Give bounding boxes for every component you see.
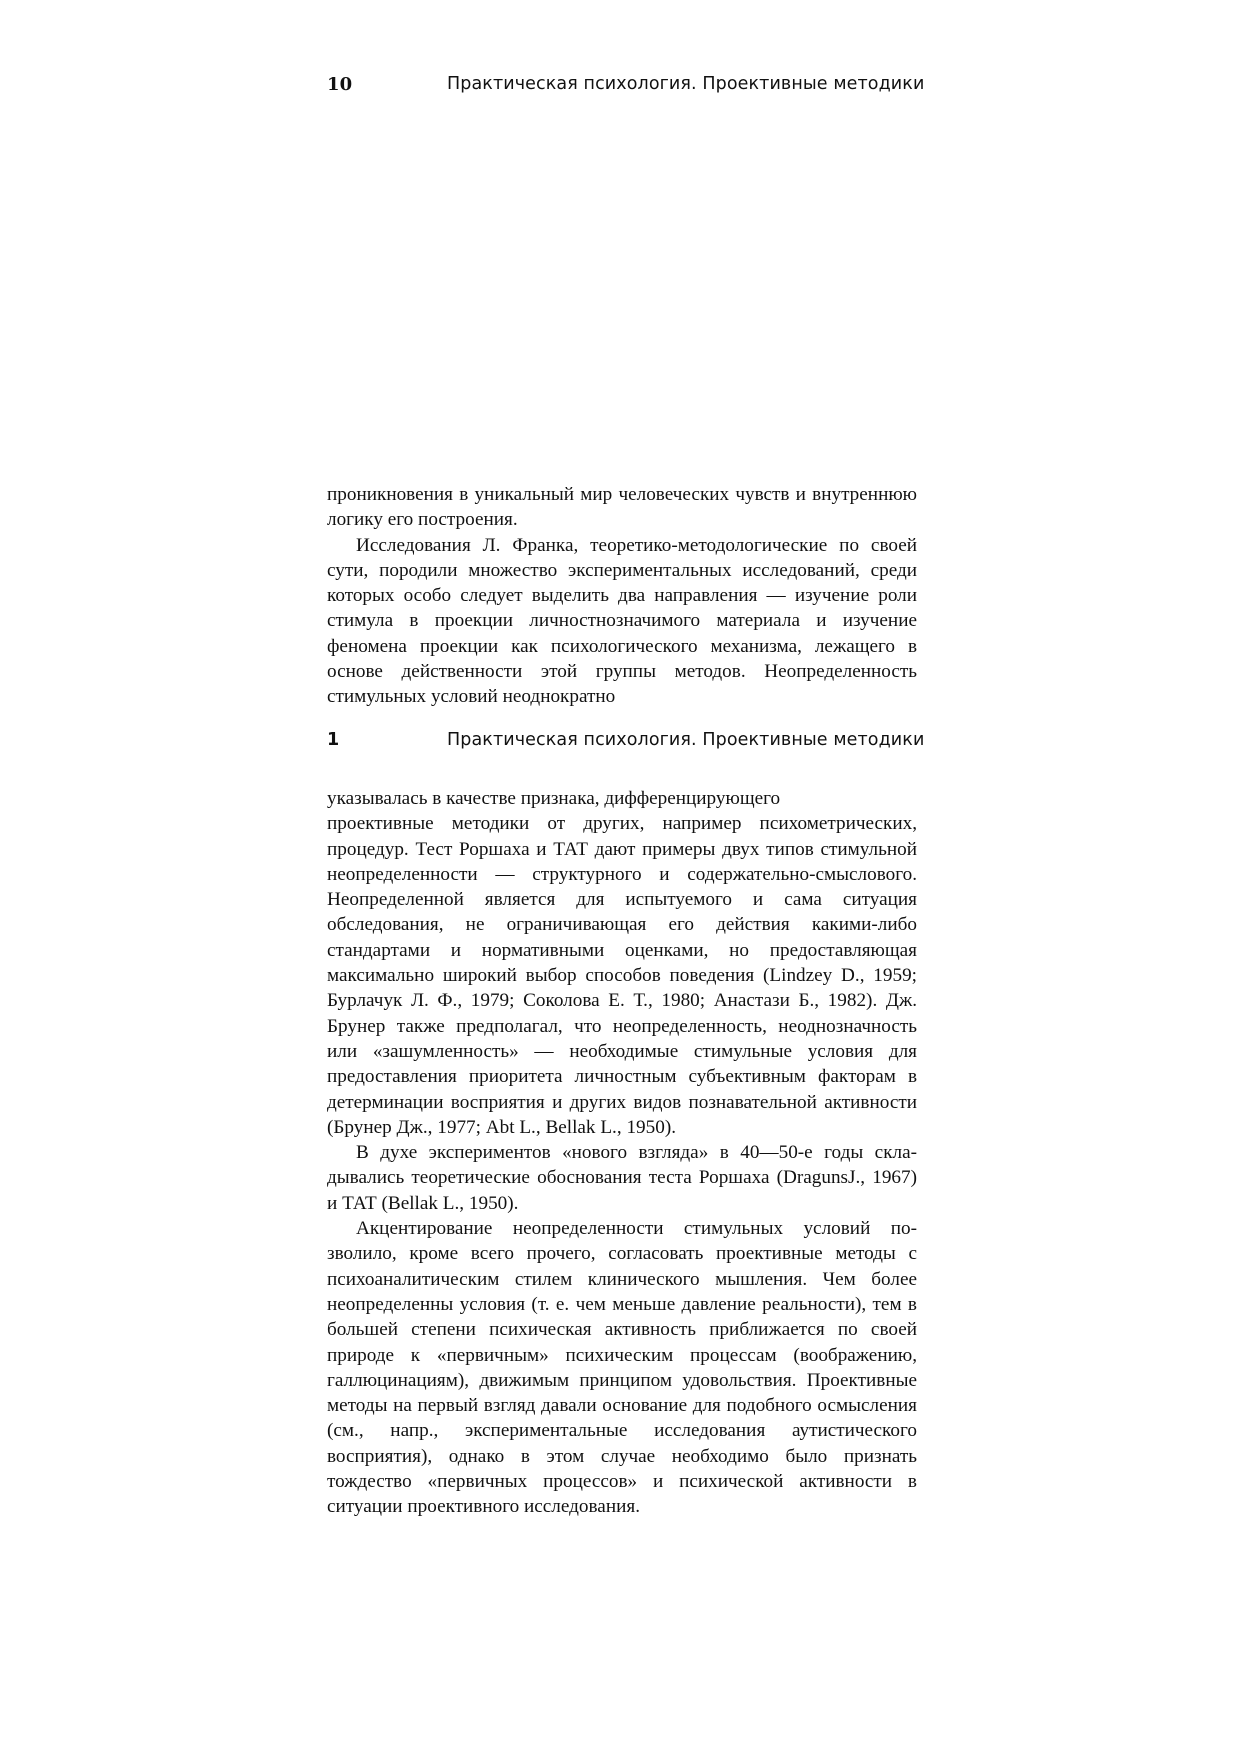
- running-title: Практическая психология. Проективные методики: [447, 730, 925, 750]
- page-number: 1: [327, 730, 340, 750]
- running-title: Практическая психология. Проективные методики: [447, 74, 925, 94]
- paragraph: В духе экспериментов «нового взгляда» в 40—50-е годы складывались теоретические обоснования теста Роршаха (DragunsJ., 1967) и ТАТ (Bellak L., 1950).: [327, 1142, 917, 1214]
- paragraph: Акцентирование неопределенности стимульных условий позволило, кроме всего прочего, согласовать проективные методы с психоаналитическим стилем клинического мышления. Чем более неопределенны условия (т. е. чем меньше давление реальности), тем в большей степени психическая активность приближается по своей природе к «первичным» психическим процессам (воображению, галлюцинациям), движимым принципом удовольствия. Проективные методы на первый взгляд давали основание для подобного осмысления (см., напр., экспериментальные исследования аутистического восприятия), однако в этом случае необходимо было признать тождество «первичных процессов» и психической активности в ситуации проективного исследования.: [327, 1218, 917, 1518]
- text-block-bottom: [327, 786, 917, 1520]
- paragraph-first-line: указывалась в качестве признака, дифференцирующего: [327, 788, 781, 809]
- page-number: 10: [327, 74, 353, 95]
- paragraph: проективные методики от других, например психометрических, процедур. Тест Роршаха и ТАТ дают примеры двух типов стимульной неопределенности — структурного и содержательно-смыслового. Неопределенной является для испытуемого и сама ситуация обследования, не ограничивающая его действия какими-либо стандартами и нормативными оценками, но предоставляющая максимально широкий выбор способов поведения (Lindzey D., 1959; Бурлачук Л. Ф., 1979; Соколова Е. Т., 1980; Анастази Б., 1982). Дж. Брунер также предполагал, что неопределенность, неоднозначность или «зашумленность» — необходимые стимульные условия для предоставления приоритета личностным субъективным факторам в детерминации восприятия и других видов познавательной активности (Брунер Дж., 1977; Abt L., Bellak L., 1950).: [327, 813, 917, 1138]
- paragraph: проникновения в уникальный мир человеческих чувств и внутреннюю логику его построения.: [327, 484, 917, 531]
- paragraph: Исследования Л. Франка, теоретико-методологические по своей сути, породили множество экспериментальных исследований, среди которых особо следует выделить два направления — изучение роли стимула в проекции личностнозначимого материала и изучение феномена проекции как психологического механизма, лежащего в основе действенности этой группы методов. Неопределенность стимульных условий неоднократно: [327, 534, 917, 708]
- text-block-top: [327, 482, 917, 710]
